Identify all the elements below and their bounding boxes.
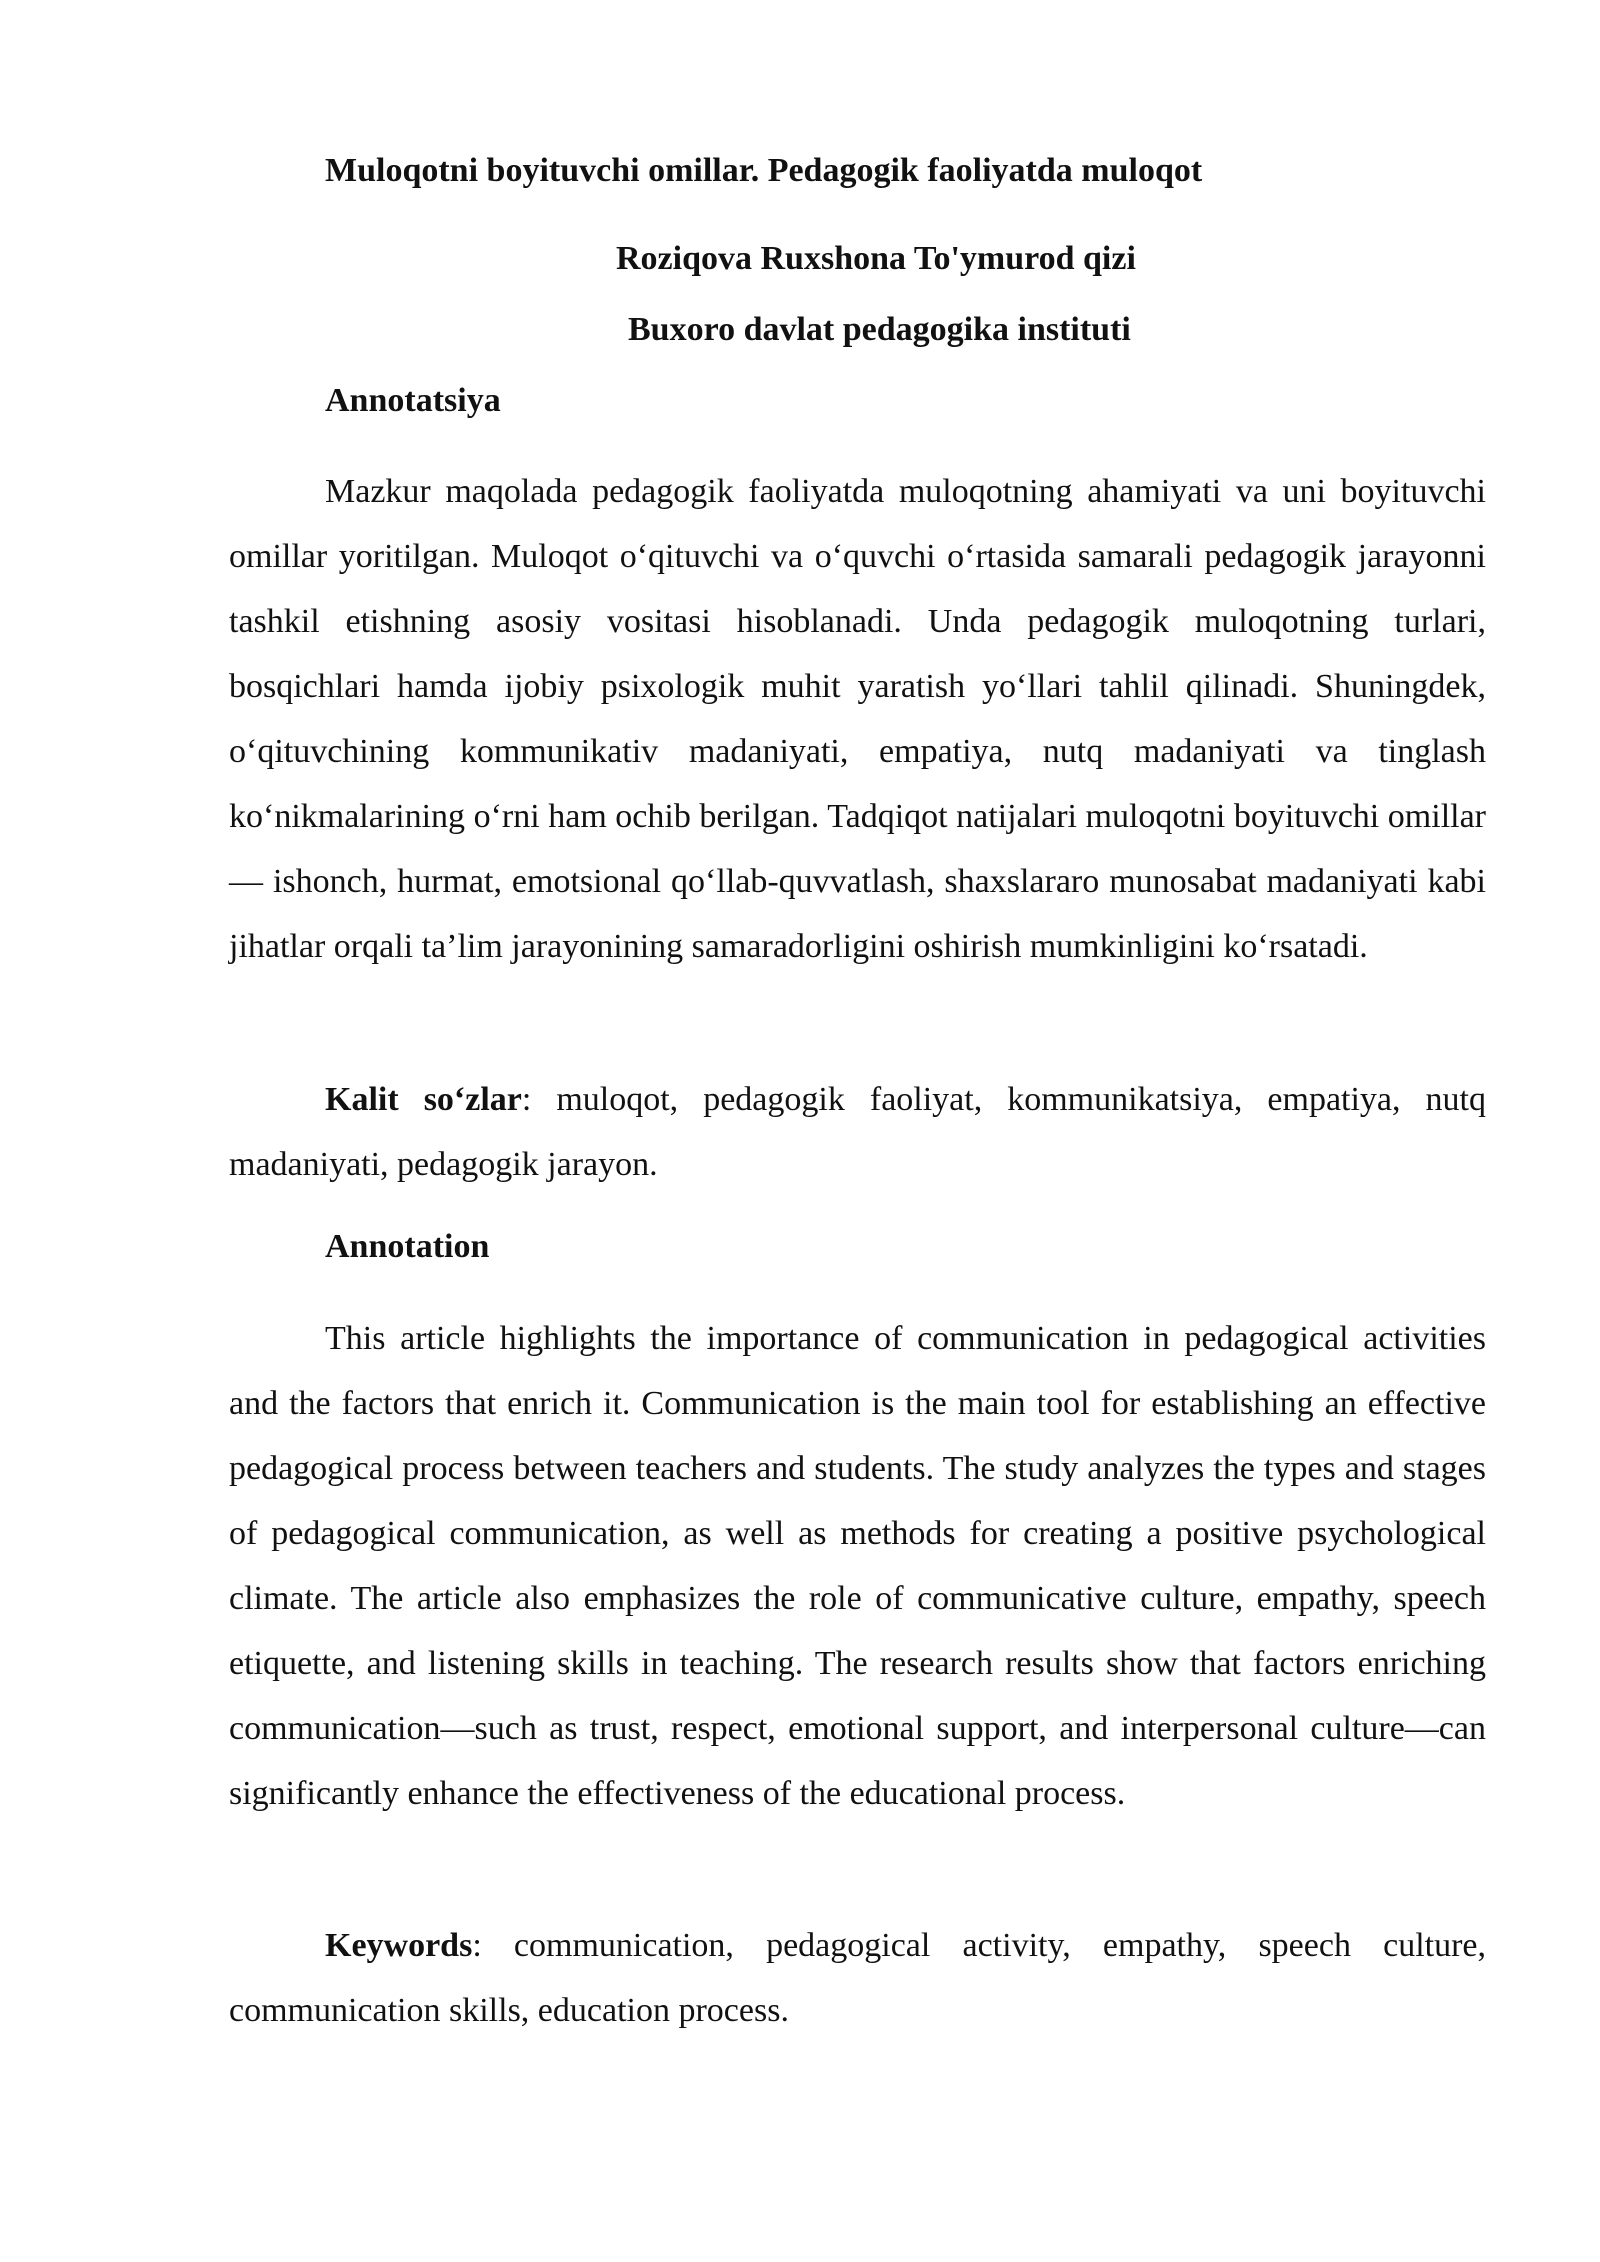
en-keywords-label: Keywords	[325, 1927, 473, 1964]
uz-keywords	[229, 1067, 1486, 1197]
en-abstract-heading: Annotation	[325, 1228, 490, 1265]
uz-abstract-text: Mazkur maqolada pedagogik faoliyatda muloqotning ahamiyati va uni boyituvchi omillar yoritilgan. Muloqot o‘qituvchi va o‘quvchi o‘rtasida samarali pedagogik jarayonni tashkil etishning asosiy vositasi hisoblanadi. Unda pedagogik muloqotning turlari, bosqichlari hamda ijobiy psixologik muhit yaratish yo‘llari tahlil qilinadi. Shuningdek, o‘qituvchining kommunikativ madaniyati, empatiya, nutq madaniyati va tinglash ko‘nikmalarining o‘rni ham ochib berilgan. Tadqiqot natijalari muloqotni boyituvchi omillar — ishonch, hurmat, emotsional qo‘llab-quvvatlash, shaxslararo munosabat madaniyati kabi jihatlar orqali ta’lim jarayonining samaradorligini oshirish mumkinligini ko‘rsatadi.	[229, 473, 1486, 965]
author-name: Roziqova Ruxshona To'ymurod qizi	[616, 240, 1136, 277]
en-keywords	[229, 1913, 1486, 2043]
author-affiliation: Buxoro davlat pedagogika instituti	[628, 311, 1131, 348]
uz-keywords-text: : muloqot, pedagogik faoliyat, kommunikatsiya, empatiya, nutq madaniyati, pedagogik jarayon.	[229, 1081, 1486, 1183]
paper-title: Muloqotni boyituvchi omillar. Pedagogik faoliyatda muloqot	[325, 152, 1203, 189]
uz-abstract-heading: Annotatsiya	[325, 382, 501, 419]
en-abstract-text: This article highlights the importance of communication in pedagogical activities and the factors that enrich it. Communication is the main tool for establishing an effective pedagogical process between teachers and students. The study analyzes the types and stages of pedagogical communication, as well as methods for creating a positive psychological climate. The article also emphasizes the role of communicative culture, empathy, speech etiquette, and listening skills in teaching. The research results show that factors enriching communication—such as trust, respect, emotional support, and interpersonal culture—can significantly enhance the effectiveness of the educational process.	[229, 1320, 1486, 1812]
en-keywords-text: : communication, pedagogical activity, empathy, speech culture, communication skills, education process.	[229, 1927, 1486, 2029]
uz-keywords-label: Kalit so‘zlar	[325, 1081, 522, 1118]
